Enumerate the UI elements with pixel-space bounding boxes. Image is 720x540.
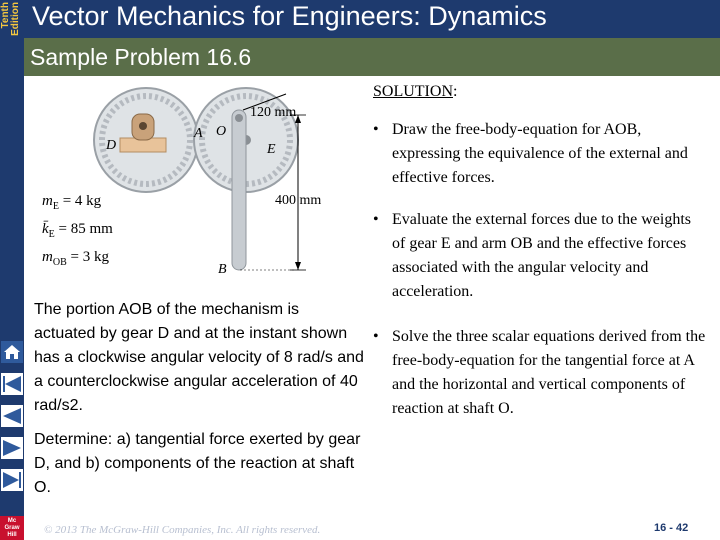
mass-gear-e bbox=[42, 193, 101, 212]
subtitle-bar bbox=[24, 38, 720, 76]
solution-heading-colon: : bbox=[453, 83, 458, 100]
mass-subscript: E bbox=[52, 201, 59, 212]
mass-arm-ob bbox=[42, 249, 109, 268]
point-e-label: E bbox=[267, 142, 276, 157]
solution-step: • Solve the three scalar equations derived from the free-body-equation for the tangential force at A and the horizontal and vertical components of reaction at shaft O. bbox=[373, 325, 708, 421]
edition-line1: Tenth bbox=[0, 2, 11, 29]
radius-gyration-e bbox=[42, 221, 113, 240]
mass-value: = 3 kg bbox=[66, 249, 109, 265]
point-o-label: O bbox=[216, 124, 227, 139]
title-bar bbox=[24, 0, 720, 38]
mass-symbol: m bbox=[42, 193, 53, 209]
point-a-label: A bbox=[194, 126, 203, 141]
mass-subscript: OB bbox=[52, 257, 67, 268]
side-strip bbox=[0, 0, 24, 540]
dim-length-label: 400 mm bbox=[275, 193, 322, 208]
dim-radius-label: 120 mm bbox=[250, 105, 297, 120]
gyration-symbol: k̄ bbox=[42, 221, 49, 237]
gyration-subscript: E bbox=[48, 229, 55, 240]
gyration-value: = 85 mm bbox=[54, 221, 113, 237]
point-b-label: B bbox=[218, 262, 227, 277]
copyright-notice: © 2013 The McGraw-Hill Companies, Inc. All rights reserved. bbox=[44, 524, 321, 536]
mass-value: = 4 kg bbox=[58, 193, 102, 209]
point-d-label: D bbox=[106, 138, 117, 153]
solution-step: • Draw the free-body-equation for AOB, expressing the equivalence of the external and effective forces. bbox=[373, 118, 708, 190]
page-number: 16 - 42 bbox=[654, 522, 689, 534]
page-subtitle: Sample Problem 16.6 bbox=[30, 44, 252, 70]
home-icon[interactable] bbox=[1, 341, 23, 363]
first-icon[interactable] bbox=[1, 373, 23, 395]
next-icon[interactable] bbox=[1, 437, 23, 459]
arm-ob bbox=[232, 110, 246, 270]
mass-symbol: m bbox=[42, 249, 53, 265]
prev-icon[interactable] bbox=[1, 405, 23, 427]
page-title: Vector Mechanics for Engineers: Dynamics bbox=[32, 1, 547, 31]
edition-line2: Edition bbox=[10, 2, 21, 36]
mcgraw-hill-logo: Mc Graw Hill bbox=[0, 516, 24, 540]
solution-heading bbox=[373, 83, 457, 101]
problem-determine: Determine: a) tangential force exerted by gear D, and b) components of the reaction at shaft O. bbox=[34, 431, 361, 496]
solution-step: • Evaluate the external forces due to the weights of gear E and arm OB and the effective forces associated with the angular velocity and acceleration. bbox=[373, 208, 708, 304]
last-icon[interactable] bbox=[1, 469, 23, 491]
edition-label bbox=[0, 0, 24, 44]
problem-statement: The portion AOB of the mechanism is actuated by gear D and at the instant shown has a clockwise angular velocity of 8 rad/s and a counterclockwise angular acceleration of 40 rad/s2. bbox=[34, 301, 364, 414]
solution-heading-text: SOLUTION bbox=[373, 83, 453, 100]
